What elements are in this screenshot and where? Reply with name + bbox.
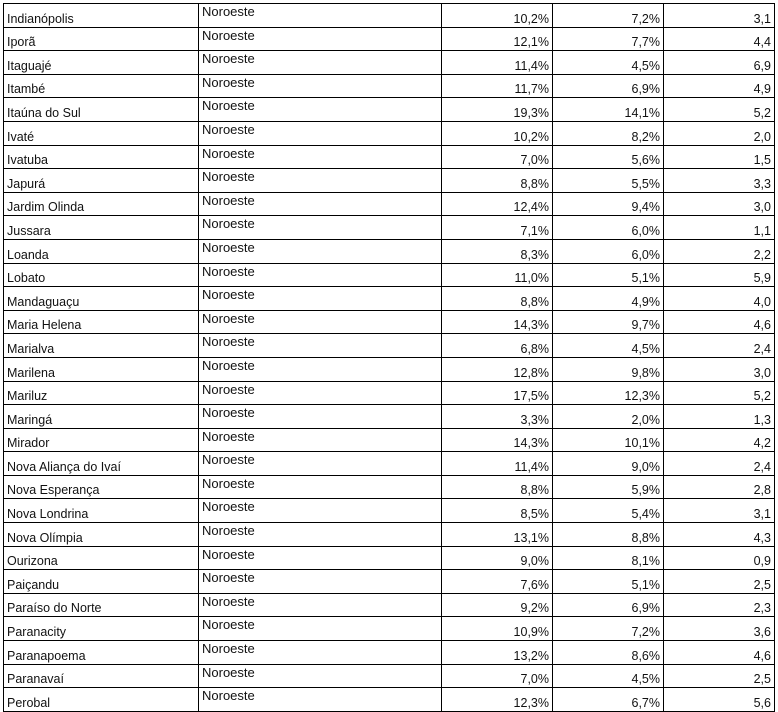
rate-b-cell: 5,1%	[553, 570, 664, 594]
table-row	[4, 98, 775, 122]
rate-b-cell: 8,2%	[553, 121, 664, 145]
rate-a-cell: 19,3%	[442, 98, 553, 122]
rate-a-cell: 11,0%	[442, 263, 553, 287]
rate-a-cell: 8,8%	[442, 287, 553, 311]
rate-b-cell: 7,2%	[553, 617, 664, 641]
rate-a-cell: 10,9%	[442, 617, 553, 641]
table-row	[4, 428, 775, 452]
municipality-cell: Maringá	[4, 405, 199, 429]
municipality-cell: Itaguajé	[4, 51, 199, 75]
rate-b-cell: 9,7%	[553, 310, 664, 334]
table-row	[4, 4, 775, 28]
rate-a-cell: 8,8%	[442, 169, 553, 193]
rate-b-cell: 4,5%	[553, 51, 664, 75]
difference-cell: 4,2	[664, 428, 775, 452]
rate-b-cell: 6,9%	[553, 74, 664, 98]
table-row	[4, 381, 775, 405]
difference-cell: 1,5	[664, 145, 775, 169]
difference-cell: 0,9	[664, 546, 775, 570]
table-row	[4, 546, 775, 570]
rate-b-cell: 12,3%	[553, 381, 664, 405]
rate-a-cell: 7,0%	[442, 145, 553, 169]
region-cell: Noroeste	[199, 121, 442, 145]
region-cell: Noroeste	[199, 334, 442, 358]
municipality-cell: Ivatuba	[4, 145, 199, 169]
rate-b-cell: 4,5%	[553, 334, 664, 358]
difference-cell: 5,9	[664, 263, 775, 287]
municipality-cell: Paranavaí	[4, 664, 199, 688]
region-cell: Noroeste	[199, 169, 442, 193]
municipality-cell: Nova Aliança do Ivaí	[4, 452, 199, 476]
table-row	[4, 145, 775, 169]
municipality-cell: Nova Londrina	[4, 499, 199, 523]
region-cell: Noroeste	[199, 287, 442, 311]
difference-cell: 4,4	[664, 27, 775, 51]
region-cell: Noroeste	[199, 357, 442, 381]
rate-a-cell: 17,5%	[442, 381, 553, 405]
municipality-cell: Nova Esperança	[4, 475, 199, 499]
municipality-cell: Ivaté	[4, 121, 199, 145]
rate-b-cell: 6,0%	[553, 216, 664, 240]
region-cell: Noroeste	[199, 216, 442, 240]
rate-a-cell: 7,0%	[442, 664, 553, 688]
difference-cell: 2,4	[664, 334, 775, 358]
municipality-cell: Marilena	[4, 357, 199, 381]
rate-b-cell: 5,1%	[553, 263, 664, 287]
region-cell: Noroeste	[199, 27, 442, 51]
difference-cell: 2,4	[664, 452, 775, 476]
table-row	[4, 499, 775, 523]
rate-b-cell: 4,5%	[553, 664, 664, 688]
table-row	[4, 74, 775, 98]
rate-a-cell: 9,0%	[442, 546, 553, 570]
difference-cell: 3,1	[664, 4, 775, 28]
difference-cell: 2,2	[664, 239, 775, 263]
municipality-cell: Ourizona	[4, 546, 199, 570]
region-cell: Noroeste	[199, 310, 442, 334]
difference-cell: 2,5	[664, 664, 775, 688]
rate-b-cell: 4,9%	[553, 287, 664, 311]
difference-cell: 2,5	[664, 570, 775, 594]
rate-b-cell: 5,5%	[553, 169, 664, 193]
region-cell: Noroeste	[199, 145, 442, 169]
municipality-table	[3, 3, 775, 712]
municipality-cell: Iporã	[4, 27, 199, 51]
table-row	[4, 334, 775, 358]
region-cell: Noroeste	[199, 452, 442, 476]
municipality-cell: Paranacity	[4, 617, 199, 641]
table-row	[4, 192, 775, 216]
region-cell: Noroeste	[199, 4, 442, 28]
rate-a-cell: 13,2%	[442, 641, 553, 665]
rate-b-cell: 9,0%	[553, 452, 664, 476]
difference-cell: 2,0	[664, 121, 775, 145]
rate-a-cell: 11,4%	[442, 51, 553, 75]
rate-b-cell: 6,7%	[553, 688, 664, 712]
region-cell: Noroeste	[199, 263, 442, 287]
rate-a-cell: 8,3%	[442, 239, 553, 263]
municipality-cell: Mandaguaçu	[4, 287, 199, 311]
difference-cell: 3,0	[664, 192, 775, 216]
municipality-cell: Mariluz	[4, 381, 199, 405]
municipality-cell: Paranapoema	[4, 641, 199, 665]
difference-cell: 4,6	[664, 641, 775, 665]
rate-b-cell: 8,6%	[553, 641, 664, 665]
table-row	[4, 239, 775, 263]
difference-cell: 3,1	[664, 499, 775, 523]
rate-b-cell: 14,1%	[553, 98, 664, 122]
region-cell: Noroeste	[199, 74, 442, 98]
difference-cell: 4,9	[664, 74, 775, 98]
table-body	[4, 4, 775, 712]
region-cell: Noroeste	[199, 499, 442, 523]
table-row	[4, 523, 775, 547]
municipality-cell: Itaúna do Sul	[4, 98, 199, 122]
municipality-cell: Nova Olímpia	[4, 523, 199, 547]
rate-a-cell: 12,3%	[442, 688, 553, 712]
rate-a-cell: 7,6%	[442, 570, 553, 594]
municipality-cell: Perobal	[4, 688, 199, 712]
table-row	[4, 169, 775, 193]
difference-cell: 1,1	[664, 216, 775, 240]
rate-a-cell: 12,4%	[442, 192, 553, 216]
difference-cell: 4,0	[664, 287, 775, 311]
table-row	[4, 664, 775, 688]
region-cell: Noroeste	[199, 570, 442, 594]
rate-a-cell: 14,3%	[442, 310, 553, 334]
table-row	[4, 405, 775, 429]
difference-cell: 2,8	[664, 475, 775, 499]
rate-a-cell: 11,4%	[442, 452, 553, 476]
table-row	[4, 121, 775, 145]
table-row	[4, 641, 775, 665]
table-row	[4, 263, 775, 287]
region-cell: Noroeste	[199, 664, 442, 688]
table-row	[4, 216, 775, 240]
difference-cell: 5,2	[664, 381, 775, 405]
region-cell: Noroeste	[199, 617, 442, 641]
rate-a-cell: 9,2%	[442, 593, 553, 617]
table-row	[4, 617, 775, 641]
municipality-cell: Itambé	[4, 74, 199, 98]
difference-cell: 4,6	[664, 310, 775, 334]
rate-a-cell: 10,2%	[442, 4, 553, 28]
rate-b-cell: 8,1%	[553, 546, 664, 570]
difference-cell: 6,9	[664, 51, 775, 75]
rate-a-cell: 8,5%	[442, 499, 553, 523]
table-row	[4, 688, 775, 712]
table-row	[4, 51, 775, 75]
difference-cell: 5,2	[664, 98, 775, 122]
region-cell: Noroeste	[199, 192, 442, 216]
region-cell: Noroeste	[199, 98, 442, 122]
region-cell: Noroeste	[199, 381, 442, 405]
region-cell: Noroeste	[199, 546, 442, 570]
municipality-cell: Jardim Olinda	[4, 192, 199, 216]
difference-cell: 3,0	[664, 357, 775, 381]
difference-cell: 4,3	[664, 523, 775, 547]
region-cell: Noroeste	[199, 688, 442, 712]
rate-a-cell: 12,1%	[442, 27, 553, 51]
municipality-cell: Lobato	[4, 263, 199, 287]
rate-a-cell: 10,2%	[442, 121, 553, 145]
rate-b-cell: 6,9%	[553, 593, 664, 617]
rate-a-cell: 3,3%	[442, 405, 553, 429]
difference-cell: 1,3	[664, 405, 775, 429]
rate-b-cell: 9,8%	[553, 357, 664, 381]
table-row	[4, 593, 775, 617]
difference-cell: 3,6	[664, 617, 775, 641]
rate-a-cell: 12,8%	[442, 357, 553, 381]
region-cell: Noroeste	[199, 51, 442, 75]
municipality-cell: Mirador	[4, 428, 199, 452]
rate-a-cell: 14,3%	[442, 428, 553, 452]
rate-b-cell: 8,8%	[553, 523, 664, 547]
rate-b-cell: 9,4%	[553, 192, 664, 216]
municipality-cell: Japurá	[4, 169, 199, 193]
rate-b-cell: 7,7%	[553, 27, 664, 51]
region-cell: Noroeste	[199, 475, 442, 499]
municipality-cell: Paiçandu	[4, 570, 199, 594]
table-row	[4, 27, 775, 51]
rate-a-cell: 7,1%	[442, 216, 553, 240]
region-cell: Noroeste	[199, 428, 442, 452]
rate-b-cell: 7,2%	[553, 4, 664, 28]
rate-a-cell: 11,7%	[442, 74, 553, 98]
region-cell: Noroeste	[199, 641, 442, 665]
municipality-cell: Jussara	[4, 216, 199, 240]
table-row	[4, 310, 775, 334]
table-row	[4, 357, 775, 381]
difference-cell: 3,3	[664, 169, 775, 193]
region-cell: Noroeste	[199, 523, 442, 547]
region-cell: Noroeste	[199, 593, 442, 617]
rate-b-cell: 10,1%	[553, 428, 664, 452]
rate-b-cell: 6,0%	[553, 239, 664, 263]
table-row	[4, 452, 775, 476]
municipality-cell: Maria Helena	[4, 310, 199, 334]
rate-b-cell: 5,6%	[553, 145, 664, 169]
rate-b-cell: 2,0%	[553, 405, 664, 429]
table-row	[4, 287, 775, 311]
municipality-cell: Loanda	[4, 239, 199, 263]
municipality-cell: Marialva	[4, 334, 199, 358]
difference-cell: 5,6	[664, 688, 775, 712]
rate-a-cell: 13,1%	[442, 523, 553, 547]
region-cell: Noroeste	[199, 405, 442, 429]
municipality-cell: Paraíso do Norte	[4, 593, 199, 617]
table-row	[4, 475, 775, 499]
table-row	[4, 570, 775, 594]
rate-b-cell: 5,9%	[553, 475, 664, 499]
difference-cell: 2,3	[664, 593, 775, 617]
municipality-cell: Indianópolis	[4, 4, 199, 28]
rate-b-cell: 5,4%	[553, 499, 664, 523]
rate-a-cell: 8,8%	[442, 475, 553, 499]
rate-a-cell: 6,8%	[442, 334, 553, 358]
region-cell: Noroeste	[199, 239, 442, 263]
